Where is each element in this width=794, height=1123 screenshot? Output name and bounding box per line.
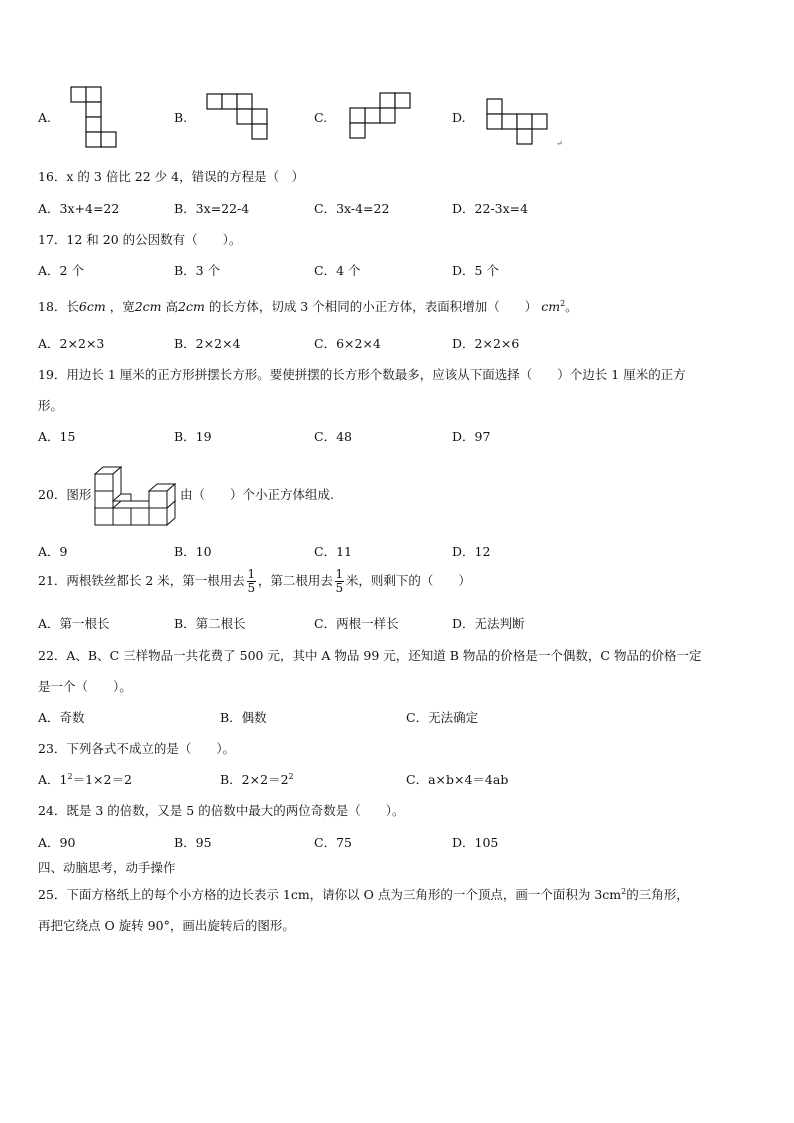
q20-option-d: D．12 [452, 544, 491, 559]
q20-option-a: A．9 [38, 544, 68, 559]
q18-unit-3: cm [185, 299, 205, 314]
q18-end: 。 [565, 299, 578, 314]
q21-stem [38, 568, 471, 595]
q22-option-a: A．奇数 [38, 710, 85, 725]
q20-option-c: C．11 [314, 544, 352, 559]
q17-option-b: B．3 个 [174, 263, 221, 278]
q21-frac2-den: 5 [335, 581, 344, 595]
q24-option-c: C．75 [314, 835, 352, 850]
q21-option-a: A．第一根长 [38, 616, 110, 631]
q21-fraction-2 [335, 568, 344, 595]
q18-stem-d: 的长方体，切成 3 个相同的小正方体，表面积增加（ ） [208, 299, 538, 314]
q20-cube-figure [92, 456, 182, 528]
q25-sup: 2 [621, 886, 627, 896]
q19-option-d: D．97 [452, 429, 491, 444]
q24-stem: 24．既是 3 的倍数，又是 5 的倍数中最大的两位奇数是（ ）。 [38, 803, 405, 818]
q21-frac2-num: 1 [335, 567, 344, 581]
q18-v2: 2 [134, 299, 143, 314]
q15-net-b [206, 93, 271, 141]
q24-option-d: D．105 [452, 835, 499, 850]
q18-stem-b: ，宽 [109, 299, 135, 314]
q18-option-c: C．6×2×4 [314, 336, 381, 351]
q18-v3: 2 [178, 299, 186, 314]
q24-option-a: A．90 [38, 835, 76, 850]
q23-option-c: C．a×b×4＝4ab [406, 772, 509, 787]
q18-unit-sq: cm [541, 299, 561, 314]
q17-option-d: D．5 个 [452, 263, 499, 278]
q15-option-a-label: A. [38, 110, 52, 125]
q19-stem-line2: 形。 [38, 398, 64, 413]
return-mark-icon: ↵ [556, 139, 563, 148]
q15-option-b-label: B. [174, 110, 188, 125]
q21-option-b: B．第二根长 [174, 616, 246, 631]
q23-opt-a-sup: 2 [67, 771, 73, 781]
q18-option-d: D．2×2×6 [452, 336, 520, 351]
q16-option-b: B．3x=22-4 [174, 201, 250, 216]
q18-stem-a: 18．长 [38, 299, 79, 314]
q21-frac1-den: 5 [247, 581, 256, 595]
q21-stem-a: 21．两根铁丝都长 2 米，第一根用去 [38, 573, 245, 588]
q18-option-a: A．2×2×3 [38, 336, 105, 351]
q20-option-b: B．10 [174, 544, 212, 559]
q18-option-b: B．2×2×4 [174, 336, 241, 351]
q25-stem-a: 25．下面方格纸上的每个小方格的边长表示 1cm，请你以 O 点为三角形的一个顶点，画一个面积为 3cm [38, 887, 622, 902]
q23-option-a [38, 770, 132, 788]
q22-stem-line2: 是一个（ ）。 [38, 679, 132, 694]
q17-stem: 17．12 和 20 的公因数有（ ）。 [38, 232, 242, 247]
q25-stem-line1 [38, 885, 689, 903]
q18-v1: 6 [78, 299, 87, 314]
q23-opt-b-sup: 2 [288, 771, 294, 781]
q20-stem-a: 20．图形 [38, 487, 92, 502]
q16-stem: 16．x 的 3 倍比 22 少 4，错误的方程是（ ） [38, 169, 305, 184]
q23-opt-a-2: ＝1×2＝2 [72, 772, 132, 787]
q15-net-d [486, 98, 551, 146]
q16-option-d: D．22-3x=4 [452, 201, 529, 216]
q19-option-b: B．19 [174, 429, 212, 444]
q16-option-c: C．3x-4=22 [314, 201, 390, 216]
q19-stem-line1: 19．用边长 1 厘米的正方形拼摆长方形。要使拼摆的长方形个数最多，应该从下面选择（ ）个边长 1 厘米的正方 [38, 367, 686, 382]
q17-option-c: C．4 个 [314, 263, 361, 278]
q21-stem-b: ，第二根用去 [257, 573, 333, 588]
q15-net-a [70, 86, 120, 148]
q15-option-d-label: D. [452, 110, 466, 125]
q15-net-c [349, 92, 414, 140]
q17-option-a: A．2 个 [38, 263, 84, 278]
q18-stem-c: 高 [165, 299, 179, 314]
section-4-heading: 四、动脑思考，动手操作 [38, 860, 176, 875]
q25-stem-line2: 再把它绕点 O 旋转 90°，画出旋转后的图形。 [38, 918, 295, 933]
q22-option-b: B．偶数 [220, 710, 267, 725]
q23-opt-b-1: B．2×2＝2 [220, 772, 289, 787]
q24-option-b: B．95 [174, 835, 212, 850]
q18-stem [38, 297, 578, 315]
q22-stem-line1: 22．A、B、C 三样物品一共花费了 500 元，其中 A 物品 99 元，还知道 B 物品的价格是一个偶数，C 物品的价格一定 [38, 648, 702, 663]
q25-stem-b: 的三角形， [626, 887, 689, 902]
q21-option-c: C．两根一样长 [314, 616, 399, 631]
q21-stem-c: 米，则剩下的（ ） [345, 573, 471, 588]
q23-opt-a-1: A．1 [38, 772, 68, 787]
q20-stem-b: 由（ ）个小正方体组成. [180, 487, 334, 502]
q18-unit-2: cm [142, 299, 162, 314]
q19-option-c: C．48 [314, 429, 352, 444]
q19-option-a: A．15 [38, 429, 76, 444]
q23-option-b [220, 770, 294, 788]
q22-option-c: C．无法确定 [406, 710, 479, 725]
q16-option-a: A．3x+4=22 [38, 201, 120, 216]
q21-fraction-1 [247, 568, 256, 595]
q18-sq: 2 [560, 298, 566, 308]
q15-option-c-label: C. [314, 110, 328, 125]
q21-option-d: D．无法判断 [452, 616, 525, 631]
q21-frac1-num: 1 [247, 567, 256, 581]
q23-stem: 23．下列各式不成立的是（ ）。 [38, 741, 236, 756]
q18-unit-1: cm [86, 299, 106, 314]
